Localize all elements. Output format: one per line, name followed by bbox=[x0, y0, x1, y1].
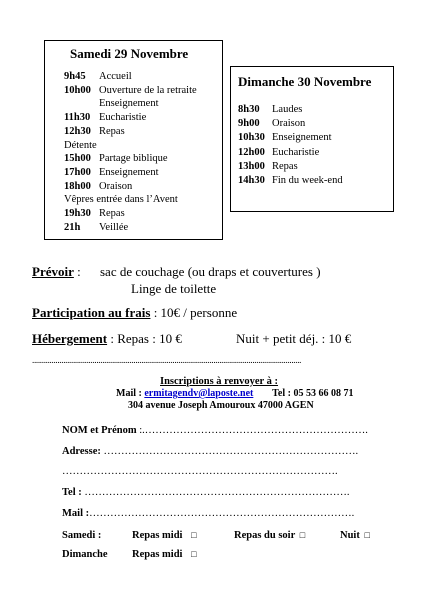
hebergement-text: : Repas : 10 € bbox=[107, 331, 182, 346]
schedule-label: Repas bbox=[272, 160, 298, 172]
schedule-label: Enseignement bbox=[99, 98, 159, 110]
nom-field[interactable]: :.………………………………………………………. bbox=[136, 425, 368, 436]
schedule-time: 9h45 bbox=[64, 71, 86, 82]
participation-label: Participation au frais bbox=[32, 305, 151, 320]
schedule-label: Repas bbox=[99, 208, 125, 219]
schedule-item bbox=[64, 84, 197, 97]
schedule-item bbox=[64, 207, 125, 220]
prevoir-item-1: sac de couchage (ou draps et couvertures ) bbox=[100, 264, 321, 279]
schedule-label: Fin du week-end bbox=[272, 175, 343, 186]
samedi-nuit[interactable] bbox=[340, 530, 370, 541]
form-tel bbox=[62, 487, 350, 498]
schedule-label: Enseignement bbox=[272, 132, 332, 144]
schedule-time: 17h00 bbox=[64, 166, 91, 178]
schedule-item bbox=[64, 139, 97, 152]
schedule-time: 10h00 bbox=[64, 84, 91, 96]
repas-midi-label: Repas midi bbox=[132, 530, 183, 541]
schedule-label: Accueil bbox=[99, 71, 132, 82]
schedule-label: Oraison bbox=[99, 180, 133, 192]
schedule-item bbox=[238, 117, 305, 130]
hebergement-label: Hébergement bbox=[32, 331, 108, 346]
schedule-item bbox=[64, 111, 146, 124]
schedule-item bbox=[238, 174, 343, 187]
schedule-item bbox=[238, 103, 302, 116]
hebergement-text-2: Nuit + petit déj. : 10 € bbox=[236, 331, 352, 346]
checkbox-icon[interactable]: □ bbox=[364, 530, 370, 540]
checkbox-icon[interactable]: □ bbox=[191, 530, 197, 540]
schedule-item bbox=[238, 131, 331, 144]
participation-text: : 10€ / personne bbox=[150, 305, 238, 320]
mail-label: Mail : bbox=[116, 388, 145, 399]
schedule-time: 18h00 bbox=[64, 180, 91, 192]
schedule-time: 13h00 bbox=[238, 160, 265, 172]
form-mail bbox=[62, 508, 354, 519]
adresse-label: Adresse: bbox=[62, 446, 101, 457]
hebergement-line bbox=[32, 331, 182, 347]
schedule-item bbox=[64, 152, 168, 165]
schedule-item bbox=[64, 193, 178, 206]
checkbox-icon[interactable]: □ bbox=[191, 549, 197, 559]
schedule-time: 11h30 bbox=[64, 112, 91, 124]
samedi-repas-soir[interactable] bbox=[234, 530, 305, 541]
dimanche-label: Dimanche bbox=[62, 549, 108, 560]
schedule-time: 10h30 bbox=[238, 132, 265, 144]
schedule-item bbox=[238, 160, 298, 173]
schedule-time: 8h30 bbox=[238, 104, 260, 115]
inscriptions-title: Inscriptions à renvoyer à : bbox=[160, 376, 279, 387]
checkbox-icon[interactable]: □ bbox=[299, 530, 306, 540]
schedule-item bbox=[238, 146, 319, 159]
tel-field[interactable]: …………………………………………………………………. bbox=[81, 487, 350, 498]
saturday-title: Samedi 29 Novembre bbox=[70, 46, 189, 61]
form-adresse bbox=[62, 446, 358, 457]
schedule-label: Détente bbox=[64, 139, 97, 151]
schedule-item bbox=[64, 70, 132, 83]
adresse-field-2[interactable]: ……………………………………………………………………. bbox=[62, 466, 338, 477]
participation-line bbox=[32, 305, 237, 321]
schedule-time: 12h30 bbox=[64, 125, 91, 137]
mail-field[interactable]: …………………………………………………………………. bbox=[89, 508, 355, 519]
prevoir-line bbox=[32, 264, 81, 280]
repas-soir-label: Repas du soir bbox=[234, 530, 296, 541]
schedule-time: 14h30 bbox=[238, 175, 265, 186]
schedule-label: Partage biblique bbox=[99, 153, 168, 165]
samedi-label: Samedi : bbox=[62, 530, 102, 541]
schedule-item bbox=[64, 97, 158, 110]
dimanche-repas-midi[interactable] bbox=[132, 549, 197, 560]
mail-form-label: Mail : bbox=[62, 508, 90, 519]
adresse-field[interactable]: ………………………………………………………………. bbox=[100, 446, 359, 457]
schedule-item bbox=[64, 125, 125, 138]
schedule-item bbox=[64, 221, 128, 234]
nuit-label: Nuit bbox=[340, 530, 360, 541]
schedule-time: 9h00 bbox=[238, 118, 260, 130]
schedule-label: Ouverture de la retraite bbox=[99, 84, 197, 96]
schedule-item bbox=[64, 166, 158, 179]
tel-label: Tel : bbox=[62, 487, 82, 498]
inscriptions-contact bbox=[116, 388, 353, 399]
schedule-label: Oraison bbox=[272, 118, 306, 130]
schedule-label: Eucharistie bbox=[272, 146, 320, 158]
sunday-title: Dimanche 30 Novembre bbox=[238, 74, 372, 89]
inscriptions-address: 304 avenue Joseph Amouroux 47000 AGEN bbox=[128, 400, 314, 411]
schedule-label: Veillée bbox=[99, 221, 129, 233]
prevoir-sep: : bbox=[73, 264, 81, 279]
prevoir-label: Prévoir bbox=[32, 264, 74, 279]
samedi-repas-midi[interactable] bbox=[132, 530, 197, 541]
divider-dots: .......................................................................................................................................... bbox=[32, 355, 302, 365]
form-adresse-extra bbox=[62, 466, 338, 477]
schedule-label: Vêpres entrée dans l’Avent bbox=[64, 194, 178, 206]
form-nom bbox=[62, 425, 368, 436]
schedule-time: 15h00 bbox=[64, 153, 91, 165]
schedule-label: Repas bbox=[99, 125, 125, 137]
schedule-label: Eucharistie bbox=[99, 112, 147, 124]
tel-text: Tel : 05 53 66 08 71 bbox=[272, 388, 354, 399]
nom-label: NOM et Prénom bbox=[62, 425, 137, 436]
repas-midi-label: Repas midi bbox=[132, 549, 183, 560]
schedule-label: Laudes bbox=[272, 104, 303, 115]
schedule-time: 19h30 bbox=[64, 208, 91, 219]
schedule-label: Enseignement bbox=[99, 166, 159, 178]
schedule-time: 21h bbox=[64, 221, 81, 233]
email-link[interactable]: ermitagendv@laposte.net bbox=[144, 388, 254, 399]
schedule-time: 12h00 bbox=[238, 146, 265, 158]
prevoir-item-2: Linge de toilette bbox=[131, 281, 217, 296]
schedule-item bbox=[64, 180, 132, 193]
